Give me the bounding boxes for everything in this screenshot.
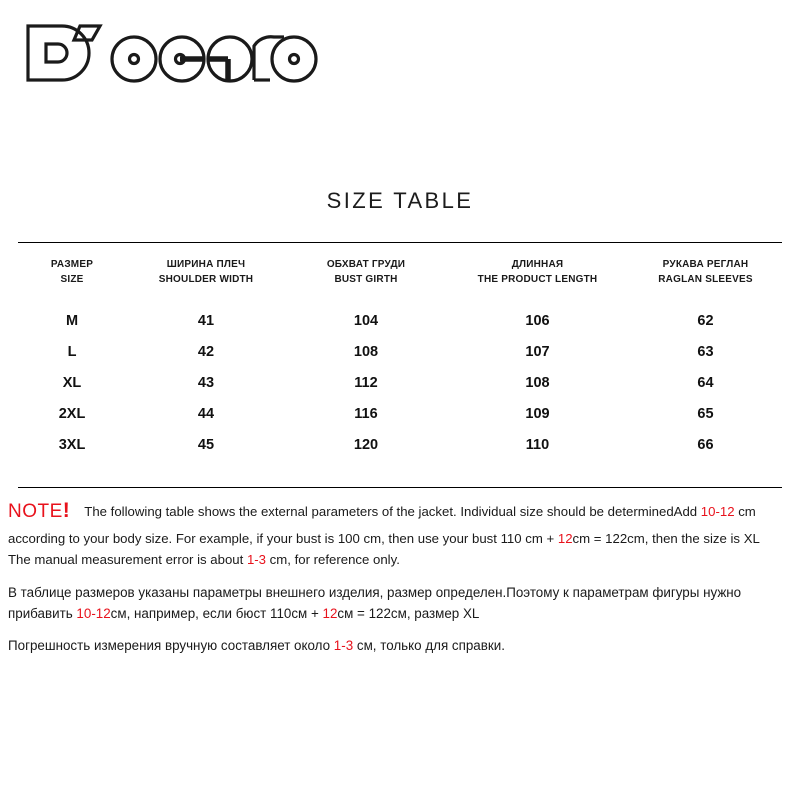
docero-logo-icon: [22, 18, 322, 88]
note-en-line3-highlight: 1-3: [246, 552, 267, 568]
cell-size: 2XL: [58, 405, 86, 422]
cell-shoulder-width: 42: [197, 343, 215, 360]
note-en-line3-a: The manual measurement error is about: [8, 552, 247, 568]
cell-bust-girth: 116: [354, 405, 378, 422]
note-ru-line2-c: см = 122см, размер XL: [337, 605, 480, 621]
cell-shoulder-width: 45: [197, 436, 215, 453]
column-header-size: [18, 243, 126, 301]
cell-bust-girth: 104: [353, 312, 379, 329]
note-ru-line3-a: Погрешность измерения вручную составляет около: [8, 638, 334, 654]
brand-logo: [22, 18, 322, 88]
cell-raglan-sleeves: 65: [697, 405, 714, 422]
column-header-shoulder-width: [126, 243, 286, 301]
cell-product-length: 109: [525, 405, 550, 422]
cell-product-length: 108: [525, 374, 550, 391]
table-row: [18, 336, 782, 367]
note-ru-line2-highlight-1: 10-12: [76, 605, 111, 621]
note-russian: [8, 582, 798, 624]
note-russian-accuracy: [8, 635, 798, 656]
table-header: [18, 243, 782, 301]
cell-bust-girth: 108: [353, 343, 379, 360]
note-english: [8, 494, 798, 571]
column-header-shoulder-width-en: SHOULDER WIDTH: [158, 274, 254, 285]
page-title: SIZE TABLE: [326, 188, 474, 213]
note-en-line1-highlight: 10-12: [700, 504, 735, 519]
cell-raglan-sleeves: 62: [697, 312, 714, 329]
cell-shoulder-width: 41: [197, 312, 215, 329]
cell-size: 3XL: [58, 436, 86, 453]
cell-bust-girth: 120: [353, 436, 379, 453]
note-en-line2-b: cm = 122cm, then the size is XL: [572, 531, 760, 547]
column-header-size-en: SIZE: [60, 274, 84, 285]
column-header-product-length-ru: ДЛИННАЯ: [511, 258, 564, 270]
cell-shoulder-width: 43: [197, 374, 215, 391]
cell-bust-girth: 112: [354, 374, 378, 391]
note-ru-line2-highlight-2: 12: [322, 605, 338, 621]
column-header-size-ru: РАЗМЕР: [50, 258, 94, 270]
note-label-text: NOTE: [8, 501, 63, 522]
cell-size: M: [65, 312, 79, 329]
column-header-bust-girth: [286, 243, 446, 301]
table-row: [18, 429, 782, 460]
size-table-section: [18, 242, 782, 460]
cell-size: L: [67, 343, 77, 360]
table-row: [18, 367, 782, 398]
note-ru-line3-highlight: 1-3: [333, 638, 354, 654]
column-header-product-length-en: THE PRODUCT LENGTH: [477, 274, 598, 285]
column-header-raglan-sleeves-en: RAGLAN SLEEVES: [658, 274, 753, 285]
cell-product-length: 106: [525, 312, 550, 329]
cell-size: XL: [62, 374, 82, 391]
table-row: [18, 398, 782, 429]
note-ru-line3-b: см, только для справки.: [353, 638, 505, 654]
note-en-line3-b: cm, for reference only.: [266, 552, 400, 568]
note-en-line2-a: according to your body size. For example, if your bust is 100 cm, then use your bust 110 cm +: [8, 531, 558, 547]
cell-product-length: 110: [525, 436, 550, 453]
note-section: [8, 494, 798, 656]
note-ru-line1: В таблице размеров указаны параметры внешнего изделия, размер определен.Поэтому к параметрам фигуры нужно: [8, 584, 742, 600]
cell-raglan-sleeves: 64: [697, 374, 714, 391]
size-table: [18, 243, 782, 460]
cell-raglan-sleeves: 63: [697, 343, 714, 360]
note-en-line1-a: The following table shows the external parameters of the jacket. Individual size should be determinedAdd: [84, 504, 701, 519]
table-header-row: [18, 243, 782, 301]
note-en-line2-highlight: 12: [557, 531, 573, 547]
note-label-exclamation: !: [62, 499, 71, 522]
column-header-bust-girth-en: BUST GIRTH: [334, 274, 398, 285]
table-bottom-rule: [18, 487, 782, 488]
column-header-raglan-sleeves: [629, 243, 782, 301]
note-en-line1-b: cm: [734, 504, 756, 519]
note-ru-line2-b: см, например, если бюст 110см +: [110, 605, 323, 621]
note-label: [8, 501, 70, 522]
column-header-product-length: [446, 243, 629, 301]
cell-raglan-sleeves: 66: [697, 436, 714, 453]
cell-shoulder-width: 44: [197, 405, 215, 422]
table-body: [18, 301, 782, 460]
cell-product-length: 107: [525, 343, 550, 360]
table-row: [18, 301, 782, 336]
column-header-bust-girth-ru: ОБХВАТ ГРУДИ: [326, 258, 406, 270]
column-header-raglan-sleeves-ru: РУКАВА РЕГЛАН: [662, 258, 749, 270]
note-ru-line2-a: прибавить: [8, 605, 77, 621]
column-header-shoulder-width-ru: ШИРИНА ПЛЕЧ: [166, 258, 246, 270]
